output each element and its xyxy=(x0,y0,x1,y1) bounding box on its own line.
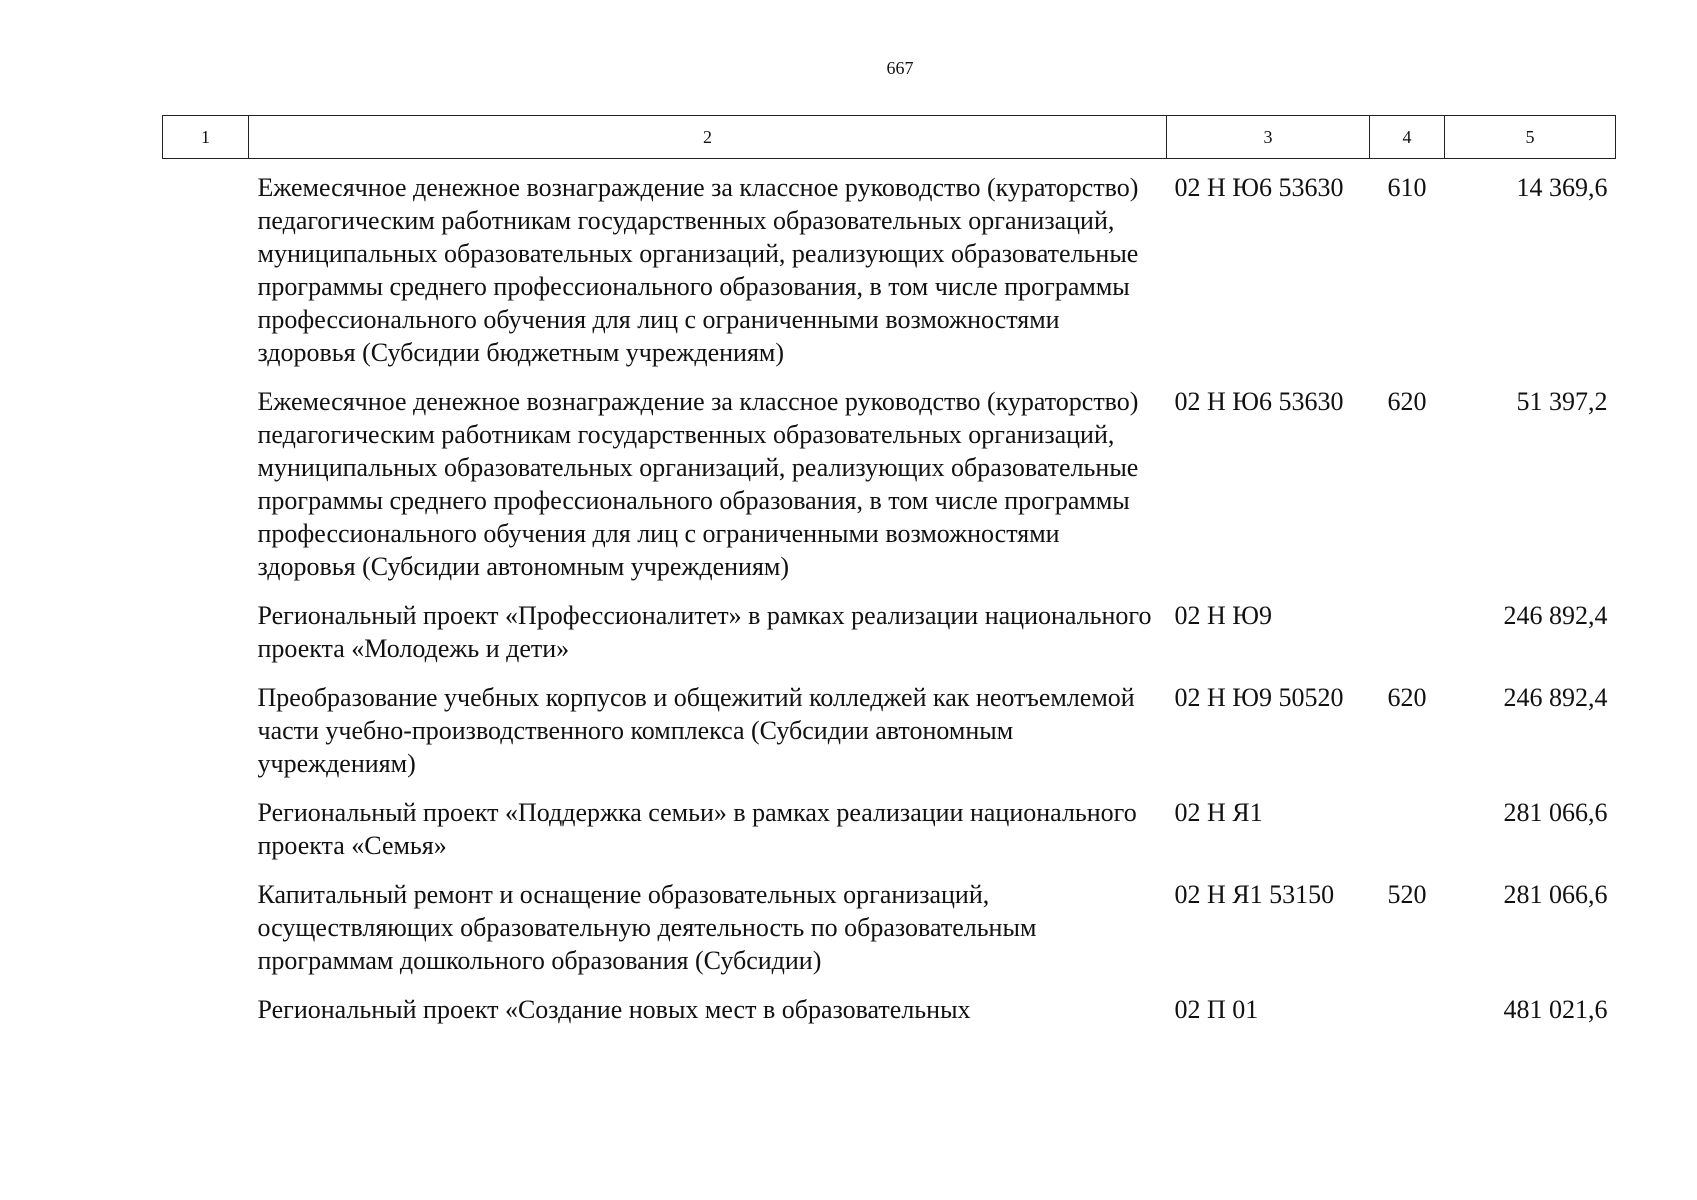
column-header-1: 1 xyxy=(163,116,249,159)
column-header-3: 3 xyxy=(1167,116,1370,159)
row-expense-type xyxy=(1370,599,1445,681)
row-description: Ежемесячное денежное вознаграждение за классное руководство (кураторство) педагогическим работникам государственных образовательных организаций, муниципальных образовательных организаций, реализующих образовательные программы среднего профессионального образования, в том числе программы профессионального обучения для лиц с ограниченными возможностями здоровья (Субсидии бюджетным учреждениям) xyxy=(257,173,1139,367)
row-number xyxy=(163,878,249,993)
row-expense-type: 520 xyxy=(1387,880,1427,909)
row-number xyxy=(163,681,249,796)
row-expense-type xyxy=(1370,796,1445,878)
row-amount: 51 397,2 xyxy=(1516,387,1608,416)
table-header xyxy=(163,116,1616,159)
row-number xyxy=(163,796,249,878)
table-row xyxy=(163,385,1616,599)
row-number xyxy=(163,599,249,681)
row-target-code: 02 Н Ю6 53630 xyxy=(1174,173,1344,202)
row-target-code: 02 Н Ю9 50520 xyxy=(1174,683,1344,712)
row-target-code: 02 Н Ю9 xyxy=(1174,601,1272,630)
row-amount: 281 066,6 xyxy=(1503,880,1608,909)
table-row xyxy=(163,681,1616,796)
row-target-code: 02 Н Ю6 53630 xyxy=(1174,387,1344,416)
header-row xyxy=(163,116,1616,159)
row-target-code: 02 Н Я1 xyxy=(1174,798,1263,827)
row-description: Ежемесячное денежное вознаграждение за классное руководство (кураторство) педагогическим работникам государственных образовательных организаций, муниципальных образовательных организаций, реализующих образовательные программы среднего профессионального образования, в том числе программы профессионального обучения для лиц с ограниченными возможностями здоровья (Субсидии автономным учреждениям) xyxy=(257,387,1139,581)
row-number xyxy=(163,159,249,386)
row-number xyxy=(163,385,249,599)
row-description: Региональный проект «Профессионалитет» в рамках реализации национального проекта «Молодежь и дети» xyxy=(257,601,1152,663)
row-description: Региональный проект «Создание новых мест в образовательных xyxy=(257,995,971,1024)
column-header-4: 4 xyxy=(1370,116,1445,159)
table-row xyxy=(163,993,1616,1042)
row-amount: 246 892,4 xyxy=(1503,601,1608,630)
table-row xyxy=(163,796,1616,878)
row-description: Капитальный ремонт и оснащение образовательных организаций, осуществляющих образовательную деятельность по образовательным программам дошкольного образования (Субсидии) xyxy=(257,880,1037,975)
row-amount: 281 066,6 xyxy=(1503,798,1608,827)
row-expense-type: 620 xyxy=(1387,683,1427,712)
row-target-code: 02 П 01 xyxy=(1174,995,1259,1024)
table-row xyxy=(163,159,1616,386)
row-expense-type: 610 xyxy=(1387,173,1427,202)
column-header-2: 2 xyxy=(249,116,1167,159)
row-description: Преобразование учебных корпусов и общежитий колледжей как неотъемлемой части учебно-производственного комплекса (Субсидии автономным учреждениям) xyxy=(257,683,1135,778)
row-amount: 246 892,4 xyxy=(1503,683,1608,712)
table-body xyxy=(163,159,1616,1043)
table-row xyxy=(163,878,1616,993)
table-row xyxy=(163,599,1616,681)
column-header-5: 5 xyxy=(1445,116,1616,159)
budget-table xyxy=(162,115,1616,1042)
page-number: 667 xyxy=(886,58,914,78)
row-number xyxy=(163,993,249,1042)
row-expense-type: 620 xyxy=(1387,387,1427,416)
row-amount: 14 369,6 xyxy=(1516,173,1608,202)
row-amount: 481 021,6 xyxy=(1503,995,1608,1024)
row-expense-type xyxy=(1370,993,1445,1042)
row-target-code: 02 Н Я1 53150 xyxy=(1174,880,1335,909)
row-description: Региональный проект «Поддержка семьи» в рамках реализации национального проекта «Семья» xyxy=(257,798,1137,860)
